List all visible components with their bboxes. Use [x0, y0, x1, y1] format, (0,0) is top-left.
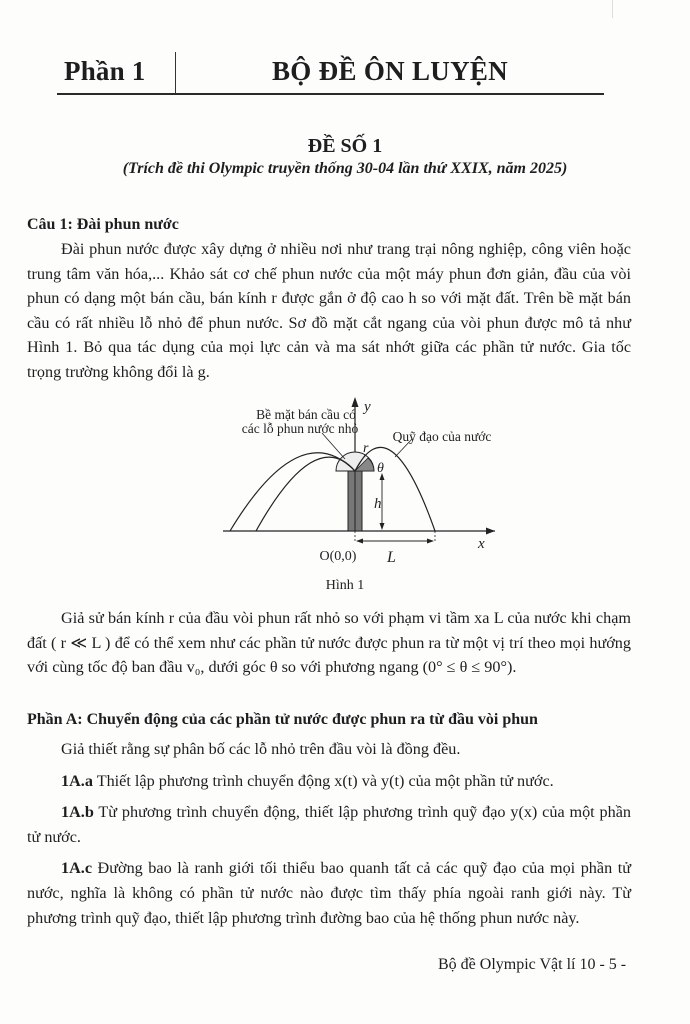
label-theta: θ: [377, 461, 384, 476]
assumption-block: [27, 606, 631, 680]
part-a-premise: Giả thiết rằng sự phân bố các lỗ nhỏ trên đầu vòi là đồng đều.: [61, 740, 461, 758]
exam-subtitle: (Trích đề thi Olympic truyền thống 30-04 lần thứ XXIX, năm 2025): [122, 160, 568, 177]
page-footer: Bộ đề Olympic Vật lí 10 - 5 -: [438, 956, 627, 973]
label-origin: O(0,0): [319, 549, 357, 564]
part-label: Phần 1: [64, 56, 146, 86]
part-a-heading: Phần A: Chuyển động của các phần tử nước được phun ra từ đầu vòi phun: [27, 711, 538, 728]
label-x-axis: x: [478, 536, 485, 552]
intro-paragraph: Đài phun nước được xây dựng ở nhiều nơi như trang trại nông nghiệp, công viên hoặc trung tâm văn hóa,... Khảo sát cơ chế phun nước của một máy phun đơn giản, đầu của vòi phun có dạng một bán cầu, bán kính r được gắn ở độ cao h so với mặt đất. Trên bề mặt bán cầu có rất nhiều lỗ nhỏ để phun nước. Sơ đồ mặt cắt ngang của vòi phun được mô tả như Hình 1. Bỏ qua tác dụng của mọi lực cản và ma sát nhớt giữa các phần tử nước. Gia tốc trọng trường không đổi là g.: [27, 240, 631, 381]
label-surface-line1: Bề mặt bán cầu có: [256, 407, 356, 422]
section-title: BỘ ĐỀ ÔN LUYỆN: [272, 56, 508, 86]
header-divider: [175, 52, 176, 94]
x-axis-arrow: [486, 528, 495, 535]
label-trajectory: Quỹ đạo của nước: [392, 429, 492, 444]
header-rule: [57, 93, 604, 95]
item-label: 1A.c: [61, 859, 93, 878]
label-h: h: [374, 496, 382, 512]
label-y-axis: y: [364, 399, 371, 415]
item-text: Đường bao là ranh giới tối thiểu bao quanh tất cả các quỹ đạo của mọi phần tử nước, nghĩa là không có phần tử nước nào được tìm thấy phía ngoài ranh giới này. Từ phương trình quỹ đạo, thiết lập phương trình đường bao của hệ thống phun nước này.: [27, 859, 631, 927]
fountain-figure: [190, 395, 520, 600]
exam-title: ĐỀ SỐ 1: [307, 135, 383, 157]
label-r: r: [363, 441, 369, 456]
part-a-body: [27, 737, 631, 930]
y-axis-arrow: [352, 397, 359, 407]
item-label: 1A.b: [61, 803, 94, 822]
label-surface-line2: các lỗ phun nước nhỏ: [241, 421, 359, 436]
item-text: Từ phương trình chuyển động, thiết lập phương trình quỹ đạo y(x) của một phần tử nước.: [27, 803, 631, 846]
trajectory-left-outer: [230, 453, 355, 531]
item-label: 1A.a: [61, 771, 93, 790]
item-1a-b: [27, 800, 631, 849]
question-intro: [27, 237, 631, 385]
item-1a-c: [27, 856, 631, 930]
figure-caption: Hình 1: [325, 578, 365, 593]
scan-mark: [612, 0, 613, 18]
item-text: Thiết lập phương trình chuyển động x(t) và y(t) của một phần tử nước.: [92, 771, 554, 790]
item-1a-a: [27, 769, 631, 794]
question-heading: Câu 1: Đài phun nước: [27, 216, 179, 233]
label-L: L: [387, 549, 396, 566]
surface-leader: [322, 433, 345, 459]
assumption-paragraph: Giả sử bán kính r của đầu vòi phun rất nhỏ so với phạm vi tầm xa L của nước khi chạm đất ( r ≪ L ) để có thể xem như các phần tử nước được phun ra từ một vị trí theo mọi hướng với cùng tốc độ ban đầu v₀, dưới góc θ so với phương ngang (0° ≤ θ ≤ 90°).: [27, 609, 631, 677]
